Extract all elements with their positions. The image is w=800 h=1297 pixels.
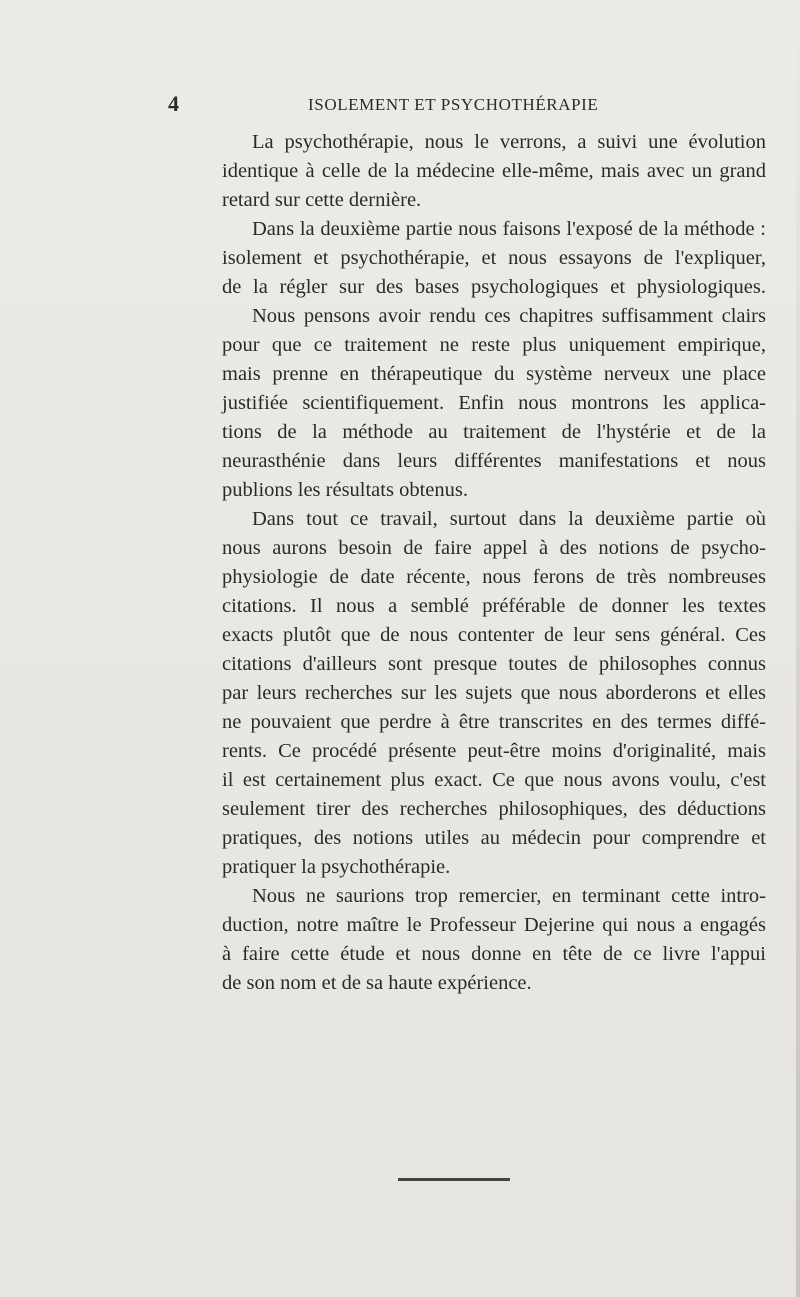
text-line: mais prenne en thérapeutique du système nerveux une place	[222, 363, 766, 385]
text-line: justifiée scientifiquement. Enfin nous montrons les applica-	[222, 392, 766, 414]
text-line: Dans la deuxième partie nous faisons l'exposé de la méthode :	[252, 218, 766, 240]
text-line: de son nom et de sa haute expérience.	[222, 972, 532, 994]
text-line: isolement et psychothérapie, et nous essayons de l'expliquer,	[222, 247, 766, 269]
text-line: exacts plutôt que de nous contenter de leur sens général. Ces	[222, 624, 766, 646]
running-head: ISOLEMENT ET PSYCHOTHÉRAPIE	[308, 95, 599, 114]
text-line: duction, notre maître le Professeur Dejerine qui nous a engagés	[222, 914, 766, 936]
page-header	[168, 92, 768, 116]
text-line: par leurs recherches sur les sujets que nous aborderons et elles	[222, 682, 766, 704]
text-line: rents. Ce procédé présente peut-être moins d'originalité, mais	[222, 740, 766, 762]
page-edge-shadow	[796, 0, 800, 1297]
text-line: seulement tirer des recherches philosophiques, des déductions	[222, 798, 766, 820]
text-line: pratiquer la psychothérapie.	[222, 856, 451, 878]
text-line: Nous ne saurions trop remercier, en terminant cette intro-	[252, 885, 766, 907]
text-line: retard sur cette dernière.	[222, 189, 422, 211]
footer-rule	[398, 1178, 510, 1181]
text-line: de la régler sur des bases psychologiques et physiologiques.	[222, 276, 766, 298]
text-line: ne pouvaient que perdre à être transcrites en des termes diffé-	[222, 711, 766, 733]
text-line: Dans tout ce travail, surtout dans la deuxième partie où	[252, 508, 766, 530]
text-line: La psychothérapie, nous le verrons, a suivi une évolution	[252, 131, 766, 153]
body-text	[222, 128, 766, 998]
text-line: pratiques, des notions utiles au médecin pour comprendre et	[222, 827, 766, 849]
text-line: pour que ce traitement ne reste plus uniquement empirique,	[222, 334, 766, 356]
text-line: citations d'ailleurs sont presque toutes de philosophes connus	[222, 653, 766, 675]
text-line: citations. Il nous a semblé préférable de donner les textes	[222, 595, 766, 617]
text-line: physiologie de date récente, nous ferons de très nombreuses	[222, 566, 766, 588]
page-number: 4	[168, 91, 179, 116]
text-line: neurasthénie dans leurs différentes manifestations et nous	[222, 450, 766, 472]
text-line: tions de la méthode au traitement de l'hystérie et de la	[222, 421, 766, 443]
text-line: il est certainement plus exact. Ce que nous avons voulu, c'est	[222, 769, 766, 791]
text-line: identique à celle de la médecine elle-même, mais avec un grand	[222, 160, 766, 182]
text-line: à faire cette étude et nous donne en tête de ce livre l'appui	[222, 943, 766, 965]
text-line: Nous pensons avoir rendu ces chapitres suffisamment clairs	[252, 305, 766, 327]
text-line: nous aurons besoin de faire appel à des notions de psycho-	[222, 537, 766, 559]
text-line: publions les résultats obtenus.	[222, 479, 468, 501]
